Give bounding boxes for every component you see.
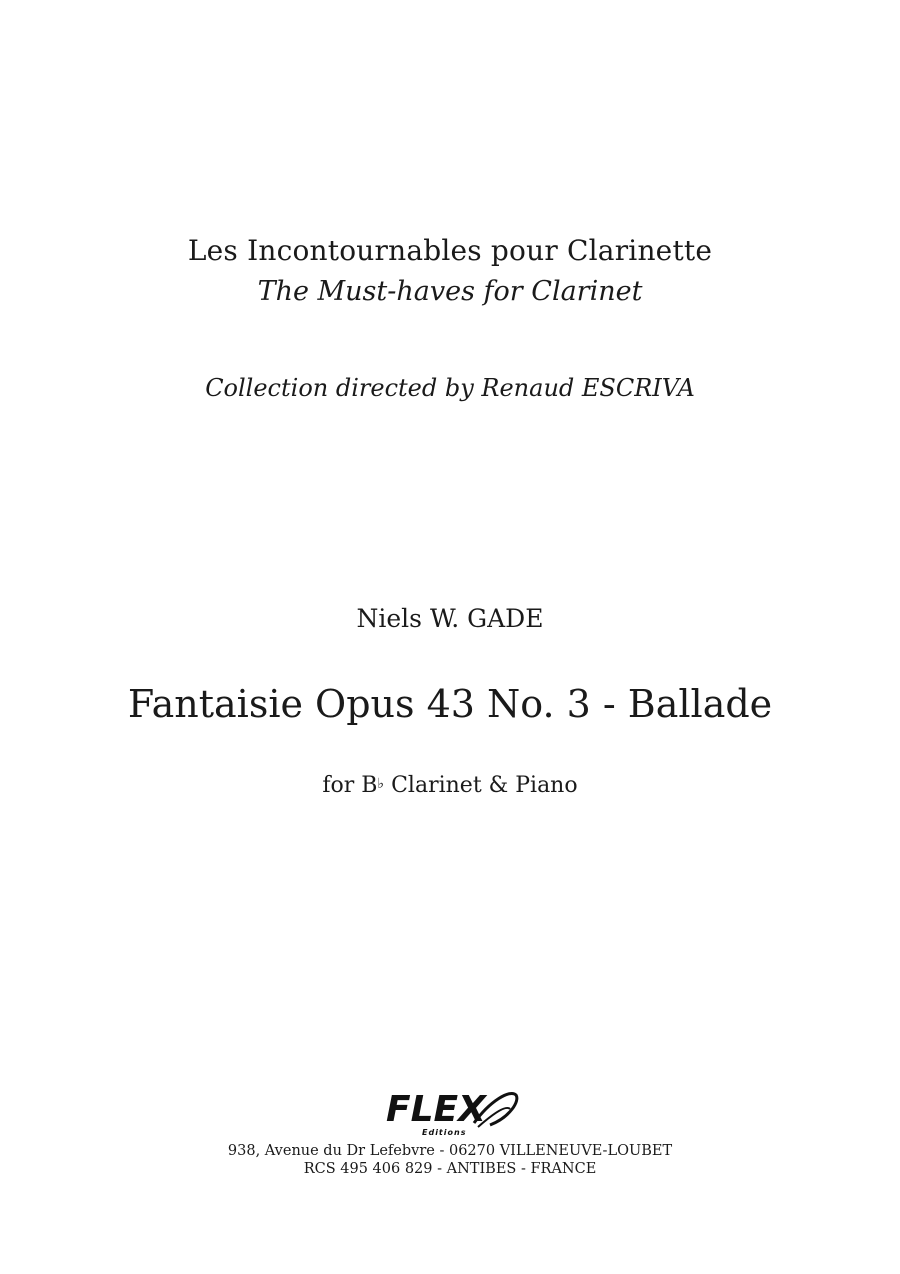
- instrumentation: [0, 773, 900, 798]
- logo-wordmark: FLEX: [386, 1089, 486, 1130]
- work-title: Fantaisie Opus 43 No. 3 - Ballade: [127, 682, 773, 726]
- composer-name: Niels W. GADE: [356, 604, 544, 633]
- collection-title-french: Les Incontournables pour Clarinette: [187, 234, 713, 267]
- collection-director: Collection directed by Renaud ESCRIVA: [205, 374, 695, 402]
- instrumentation-suffix: Clarinet & Piano: [384, 773, 578, 798]
- flex-editions-logo: [382, 1083, 522, 1139]
- publisher-registration: RCS 495 406 829 - ANTIBES - FRANCE: [303, 1161, 597, 1177]
- collection-title-english: The Must-haves for Clarinet: [257, 276, 643, 307]
- logo-subtext: Editions: [422, 1128, 467, 1137]
- instrumentation-prefix: for B: [322, 773, 378, 798]
- publisher-address: 938, Avenue du Dr Lefebvre - 06270 VILLENEUVE-LOUBET: [227, 1143, 673, 1159]
- flat-sign: ♭: [377, 776, 385, 792]
